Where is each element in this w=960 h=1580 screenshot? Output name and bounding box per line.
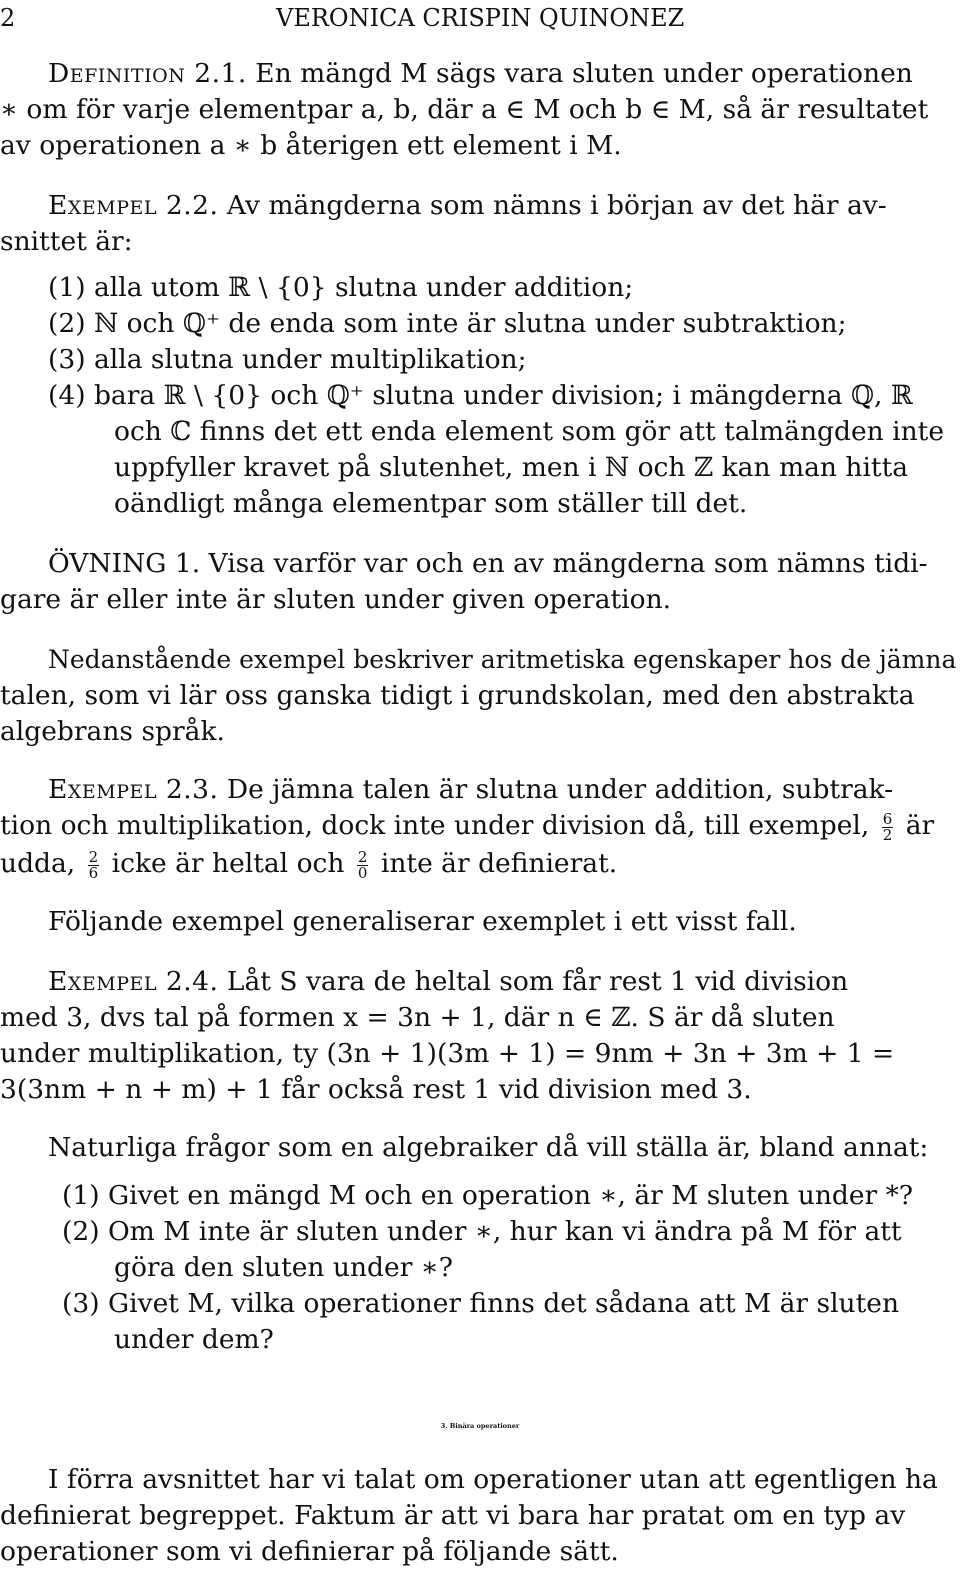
page-number: 2 bbox=[0, 4, 16, 32]
example-text: icke är heltal och bbox=[111, 848, 345, 879]
list-item-4-continuation: och ℂ finns det ett enda element som gör att talmängden inte bbox=[114, 416, 945, 447]
example-2-2-line-2: snittet är: bbox=[0, 226, 133, 257]
running-title: VERONICA CRISPIN QUINONEZ bbox=[276, 4, 685, 32]
list-item-1: (1) alla utom ℝ \ {0} slutna under addition; bbox=[48, 272, 634, 303]
question-1: (1) Givet en mängd M och en operation ∗, är M sluten under *? bbox=[62, 1180, 914, 1211]
list-item-4: (4) bara ℝ \ {0} och ℚ⁺ slutna under division; i mängderna ℚ, ℝ bbox=[48, 380, 913, 411]
fraction-numerator: 2 bbox=[88, 847, 99, 866]
paragraph-1-line-3: algebrans språk. bbox=[0, 716, 225, 747]
definition-text: En mängd M sägs vara sluten under operationen bbox=[246, 58, 913, 89]
section-3-line-1: I förra avsnittet har vi talat om operationer utan att egentligen ha bbox=[48, 1464, 938, 1495]
question-2-continuation: göra den sluten under ∗? bbox=[114, 1252, 454, 1283]
example-2-4-line-1 bbox=[48, 964, 848, 1000]
list-item-4-continuation: oändligt många elementpar som ställer till det. bbox=[114, 488, 748, 519]
question-2: (2) Om M inte är sluten under ∗, hur kan vi ändra på M för att bbox=[62, 1216, 902, 1247]
example-label: Exempel 2.4. bbox=[48, 966, 219, 997]
example-label: Exempel 2.3. bbox=[48, 774, 219, 805]
example-text: är bbox=[905, 810, 935, 841]
definition-2-1-line-2: ∗ om för varje elementpar a, b, där a ∈ M och b ∈ M, så är resultatet bbox=[0, 94, 929, 125]
example-text: Av mängderna som nämns i början av det här av- bbox=[218, 190, 887, 221]
example-2-3-line-1 bbox=[48, 772, 893, 808]
example-text: tion och multiplikation, dock inte under division då, till exempel, bbox=[0, 810, 870, 841]
exercise-1-line-1: ÖVNING 1. Visa varför var och en av mängderna som nämns tidi- bbox=[48, 548, 928, 579]
fraction-denominator: 0 bbox=[357, 863, 368, 882]
section-3-line-3: operationer som vi definierar på följande sätt. bbox=[0, 1536, 619, 1567]
section-heading: 3. Binära operationer bbox=[440, 1422, 520, 1430]
paragraph-1-line-2: talen, som vi lär oss ganska tidigt i grundskolan, med den abstrakta bbox=[0, 680, 915, 711]
paragraph-2: Följande exempel generaliserar exemplet i ett visst fall. bbox=[48, 906, 797, 937]
example-2-2-line-1 bbox=[48, 188, 887, 224]
list-item-3: (3) alla slutna under multiplikation; bbox=[48, 344, 527, 375]
exercise-1-line-2: gare är eller inte är sluten under given operation. bbox=[0, 584, 672, 615]
fraction-denominator: 6 bbox=[88, 863, 99, 882]
definition-label: Definition 2.1. bbox=[48, 58, 247, 89]
example-2-4-line-3: under multiplikation, ty (3n + 1)(3m + 1) = 9nm + 3n + 3m + 1 = bbox=[0, 1038, 895, 1069]
fraction-numerator: 6 bbox=[882, 809, 893, 828]
list-item-2: (2) ℕ och ℚ⁺ de enda som inte är slutna under subtraktion; bbox=[48, 308, 847, 339]
list-item-4-continuation: uppfyller kravet på slutenhet, men i ℕ och ℤ kan man hitta bbox=[114, 452, 909, 483]
paragraph-1-line-1: Nedanstående exempel beskriver aritmetiska egenskaper hos de jämna bbox=[48, 645, 957, 674]
fraction-2-over-0 bbox=[357, 847, 369, 882]
example-text: inte är definierat. bbox=[380, 848, 618, 879]
example-2-4-line-2: med 3, dvs tal på formen x = 3n + 1, där n ∈ ℤ. S är då sluten bbox=[0, 1002, 835, 1033]
example-2-4-line-4: 3(3nm + n + m) + 1 får också rest 1 vid division med 3. bbox=[0, 1074, 752, 1105]
question-3: (3) Givet M, vilka operationer finns det sådana att M är sluten bbox=[62, 1288, 900, 1319]
question-3-continuation: under dem? bbox=[114, 1324, 274, 1355]
example-label: Exempel 2.2. bbox=[48, 190, 219, 221]
paragraph-3: Naturliga frågor som en algebraiker då vill ställa är, bland annat: bbox=[48, 1132, 929, 1163]
fraction-6-over-2 bbox=[882, 809, 894, 844]
example-text: udda, bbox=[0, 848, 76, 879]
section-3-line-2: definierat begreppet. Faktum är att vi bara har pratat om en typ av bbox=[0, 1500, 906, 1531]
fraction-denominator: 2 bbox=[882, 825, 893, 844]
fraction-numerator: 2 bbox=[357, 847, 368, 866]
example-text: De jämna talen är slutna under addition, subtrak- bbox=[218, 774, 894, 805]
example-text: Låt S vara de heltal som får rest 1 vid division bbox=[218, 966, 849, 997]
definition-2-1-line-3: av operationen a ∗ b återigen ett element i M. bbox=[0, 130, 622, 161]
definition-2-1-line-1 bbox=[48, 56, 913, 92]
example-2-3-line-3 bbox=[0, 846, 617, 882]
fraction-2-over-6 bbox=[88, 847, 100, 882]
example-2-3-line-2 bbox=[0, 808, 934, 844]
